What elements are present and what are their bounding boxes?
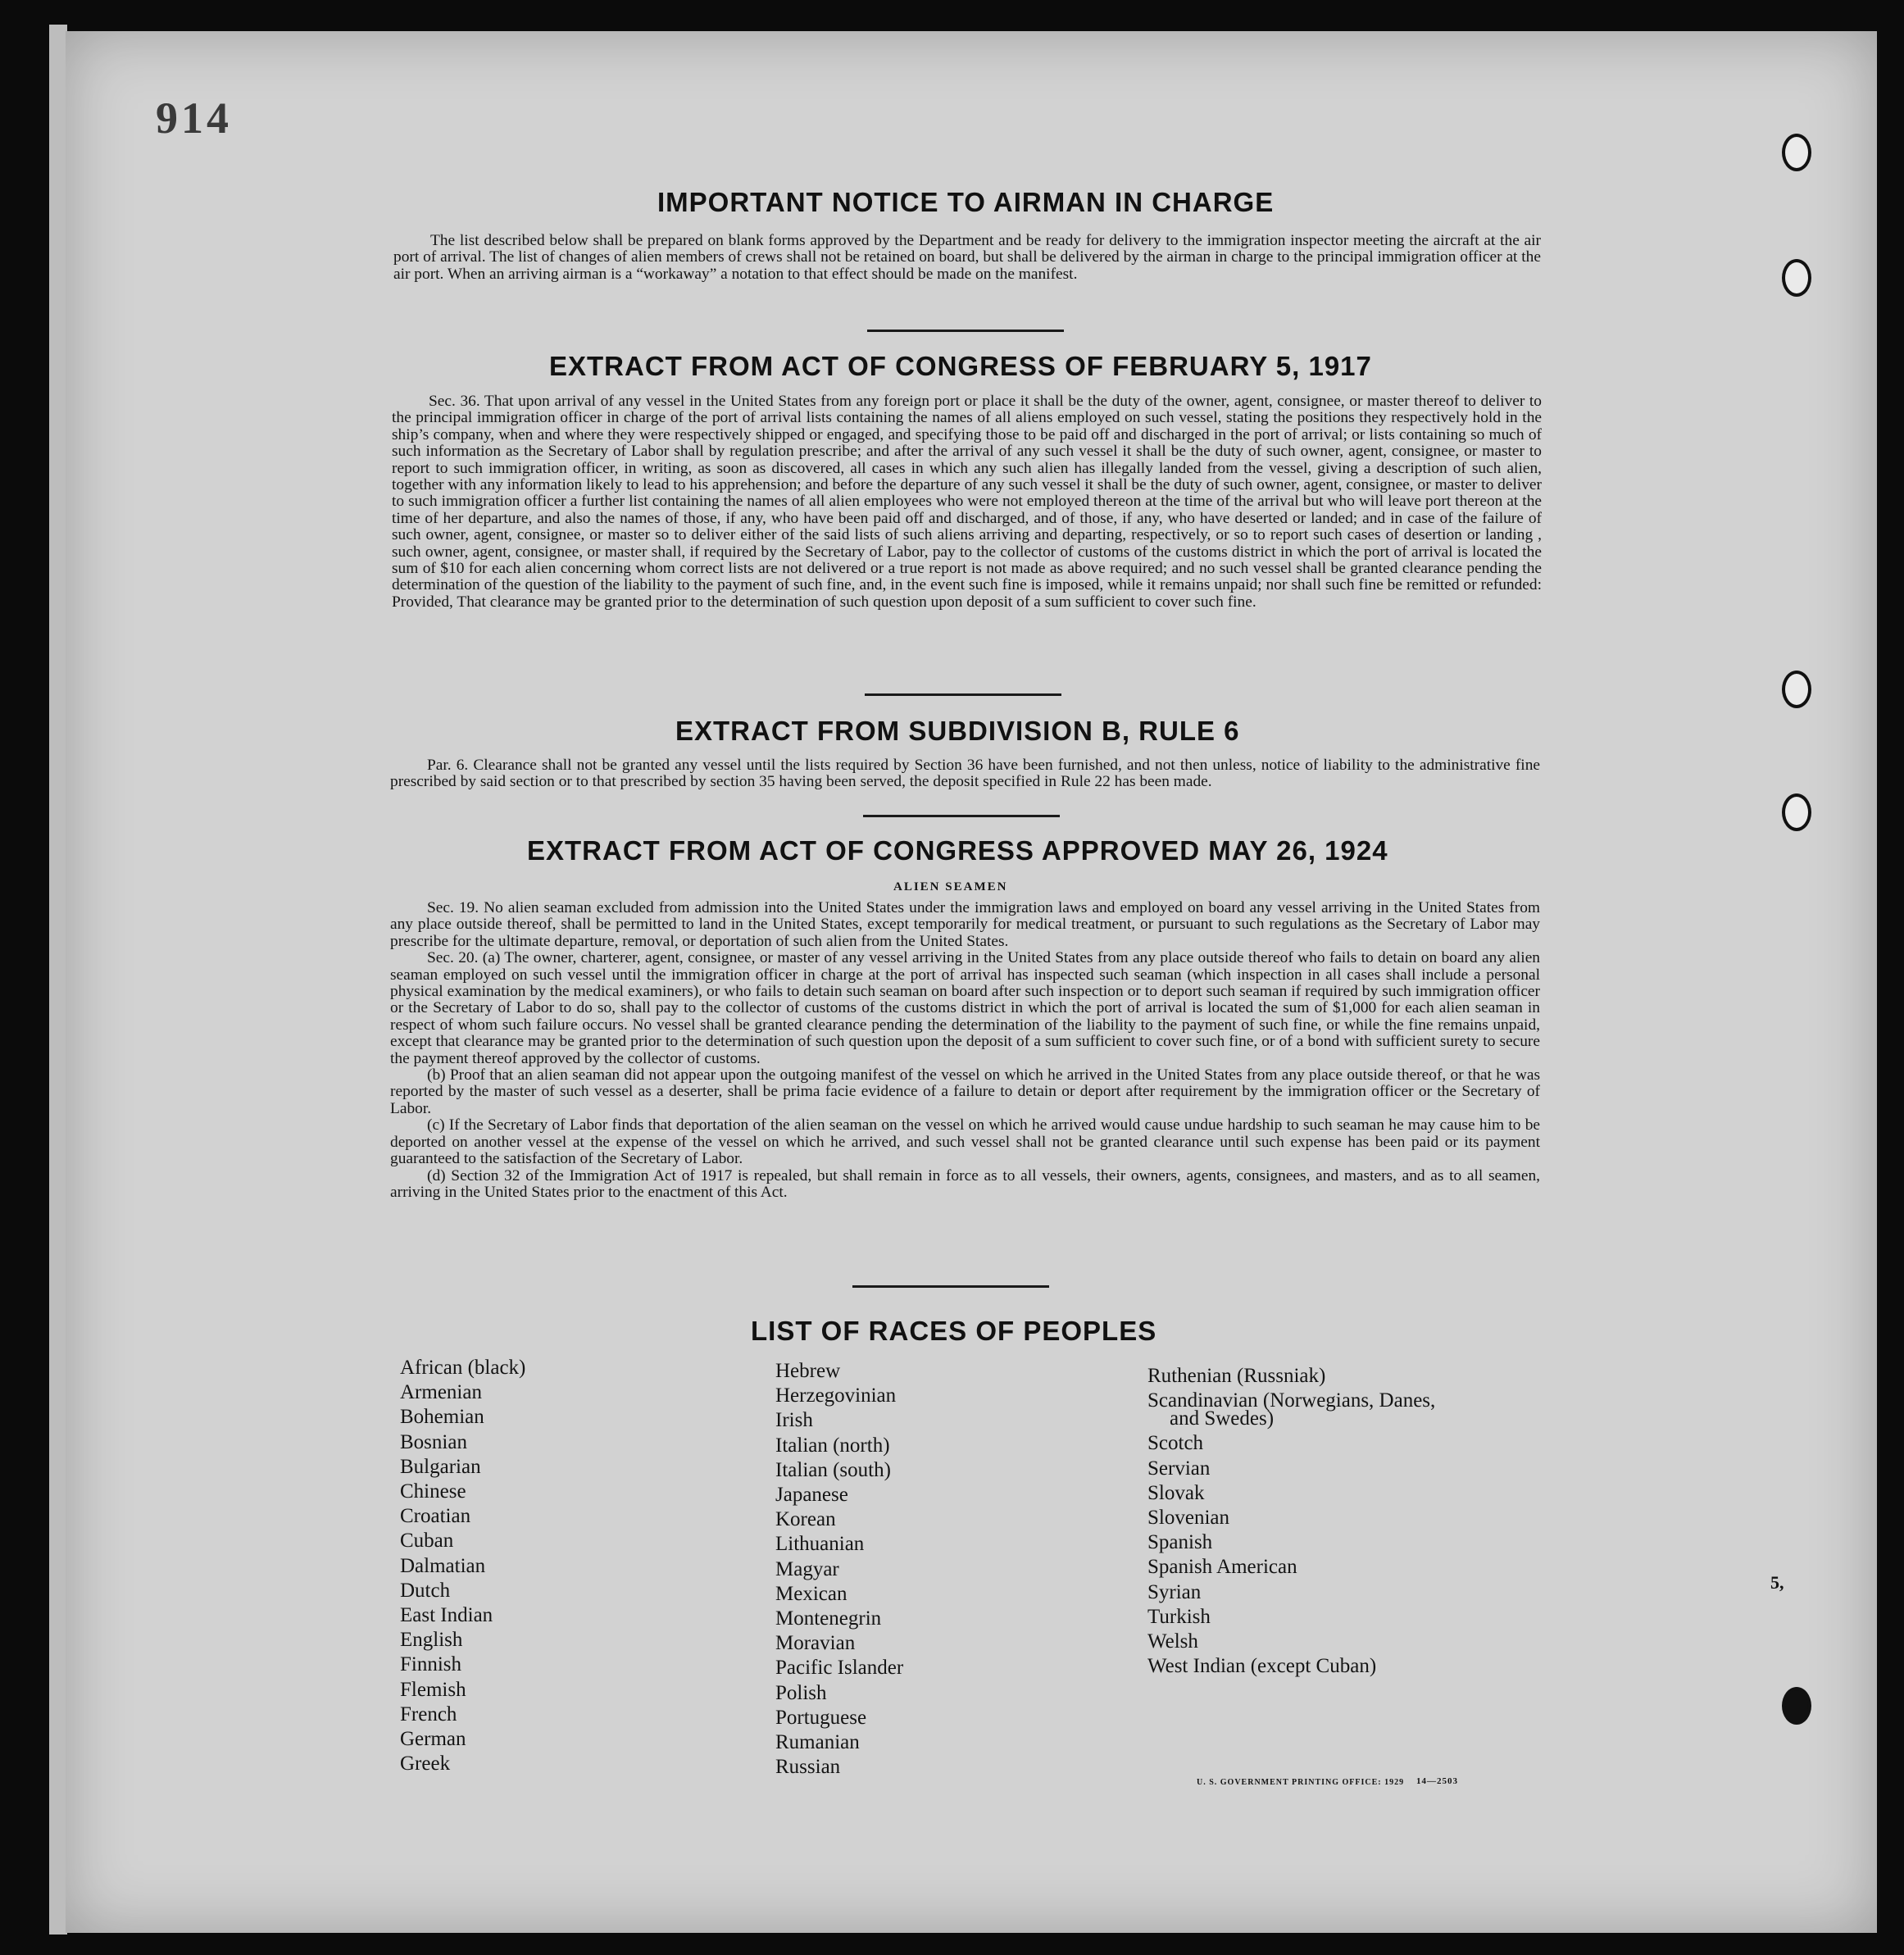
sec-20d-text: (d) Section 32 of the Immigration Act of 1917 is repealed, but shall remain in force as to all vessels, their owners, agents, consignees, and masters, and as to all seamen, arriving in the United States prior to the enactment of this Act. <box>390 1166 1540 1201</box>
race-item: German <box>400 1728 466 1751</box>
race-item: Slovenian <box>1147 1507 1229 1530</box>
binder-hole-icon <box>1782 259 1811 297</box>
race-item: Dalmatian <box>400 1554 486 1577</box>
race-item: Armenian <box>400 1381 482 1404</box>
race-item: Bulgarian <box>400 1455 481 1478</box>
race-item: Greek <box>400 1753 451 1775</box>
act-1917-title: EXTRACT FROM ACT OF CONGRESS OF FEBRUARY 5, 1917 <box>549 351 1372 381</box>
race-item: Ruthenian (Russniak) <box>1147 1365 1326 1387</box>
race-item: Servian <box>1147 1457 1211 1480</box>
divider <box>865 693 1061 696</box>
race-item: African (black) <box>400 1357 526 1379</box>
race-item: East Indian <box>400 1604 493 1627</box>
race-item: Finnish <box>400 1653 462 1676</box>
race-item: Moravian <box>775 1632 856 1655</box>
race-item: Scandinavian (Norwegians, Danes, <box>1147 1389 1436 1412</box>
races-column-3 <box>1147 1364 1435 1679</box>
page-stamp: 914 <box>156 93 232 143</box>
race-item: Turkish <box>1147 1605 1211 1628</box>
binder-hole-icon <box>1782 1687 1811 1725</box>
race-item: Lithuanian <box>775 1533 865 1556</box>
rule6-title: EXTRACT FROM SUBDIVISION B, RULE 6 <box>675 716 1240 746</box>
race-item: Italian (south) <box>775 1458 891 1481</box>
printer-imprint: U. S. GOVERNMENT PRINTING OFFICE: 1929 <box>1197 1778 1405 1787</box>
act-1924-body <box>390 900 1540 1201</box>
sec-20a-text: Sec. 20. (a) The owner, charterer, agent, consignee, or master of any vessel arriving in the United States from any place outside thereof who fails to detain on board any alien seaman employed on such vessel until the immigration officer in charge at the port of arrival has inspected such seaman (which inspection in all cases shall include a personal physical examination by the medical examiners), or who fails to detain such seaman on board after such inspection or to deport such seaman if required by such immigration officer or the Secretary of Labor to do so, shall pay to the collector of customs of the customs district in which the port of arrival is located the sum of $1,000 for each alien seaman in respect of whom such failure occurs. No vessel shall be granted clearance pending the determination of the liability to the payment of such fine, or while the fine remains unpaid, except that clearance may be granted prior to the determination of such question upon the deposit of a sum sufficient to cover such fine, or of a bond with sufficient surety to secure the payment thereof approved by the collector of customs. <box>390 949 1540 1067</box>
race-item: West Indian (except Cuban) <box>1147 1655 1377 1678</box>
sec-20b-text: (b) Proof that an alien seaman did not appear upon the outgoing manifest of the vessel on which he arrived in the United States from any place outside thereof, or that he was reported by the master of such vessel as a deserter, shall be prima facie evidence of a failure to detain or deport after requirement by the immigration officer or the Secretary of Labor. <box>390 1066 1540 1117</box>
race-item: Mexican <box>775 1582 847 1605</box>
race-item: Rumanian <box>775 1731 860 1754</box>
race-item: French <box>400 1703 457 1725</box>
binder-hole-icon <box>1782 134 1811 171</box>
sec-19-text: Sec. 19. No alien seaman excluded from admission into the United States under the immigration laws and employed on board any vessel arriving in the United States from any place outside thereof, shall be permitted to land in the United States, except temporarily for medical treatment, or pursuant to such regulations as the Secretary of Labor may prescribe for the ultimate departure, removal, or deportation of such alien from the United States. <box>390 899 1540 950</box>
race-item: Spanish <box>1147 1531 1213 1554</box>
race-item: Russian <box>775 1756 841 1779</box>
race-item: Hebrew <box>775 1360 841 1382</box>
race-item: Magyar <box>775 1557 839 1580</box>
race-item: Cuban <box>400 1530 454 1553</box>
margin-mark: 5, <box>1770 1572 1784 1593</box>
race-item: Irish <box>775 1409 813 1432</box>
page-edge <box>49 25 67 1935</box>
race-item: Montenegrin <box>775 1607 882 1630</box>
notice-title: IMPORTANT NOTICE TO AIRMAN IN CHARGE <box>657 187 1275 217</box>
race-item: Pacific Islander <box>775 1657 904 1680</box>
races-column-1 <box>400 1356 525 1776</box>
divider <box>863 815 1060 817</box>
race-item: Syrian <box>1147 1580 1202 1603</box>
divider <box>867 330 1064 332</box>
races-column-2 <box>775 1359 903 1780</box>
race-item: Dutch <box>400 1579 451 1602</box>
race-item: Flemish <box>400 1678 466 1701</box>
rule6-text: Par. 6. Clearance shall not be granted any vessel until the lists required by Section 36 have been furnished, and not then unless, notice of liability to the administrative fine prescribed by said section or to that prescribed by section 35 having been served, the deposit specified in Rule 22 has been made. <box>390 757 1540 791</box>
act-1924-subtitle: ALIEN SEAMEN <box>893 880 1008 893</box>
race-item: Korean <box>775 1508 836 1531</box>
race-item: Croatian <box>400 1505 471 1528</box>
race-item: Polish <box>775 1681 827 1704</box>
form-number: 14—2503 <box>1416 1776 1458 1786</box>
race-item: Italian (north) <box>775 1434 890 1457</box>
race-item: Slovak <box>1147 1481 1205 1504</box>
race-item: Spanish American <box>1147 1556 1297 1579</box>
act-1924-title: EXTRACT FROM ACT OF CONGRESS APPROVED MAY 26, 1924 <box>527 835 1388 866</box>
races-title: LIST OF RACES OF PEOPLES <box>751 1316 1157 1346</box>
race-item: English <box>400 1629 463 1652</box>
binder-hole-icon <box>1782 671 1811 708</box>
race-item: Japanese <box>775 1484 848 1507</box>
race-item: Scotch <box>1147 1432 1204 1455</box>
sec-20c-text: (c) If the Secretary of Labor finds that deportation of the alien seaman on the vessel on which he arrived would cause undue hardship to such seaman he may cause him to be deported on another vessel at the expense of the vessel on which he arrived, and such vessel shall not be granted clearance until such expense has been paid or its payment guaranteed to the satisfaction of the Secretary of Labor. <box>390 1116 1540 1168</box>
race-item: Chinese <box>400 1480 466 1503</box>
notice-text: The list described below shall be prepared on blank forms approved by the Department and be ready for delivery to the immigration inspector meeting the aircraft at the air port of arrival. The list of changes of alien members of crews shall not be retained on board, but shall be delivered by the airman in charge to the principal immigration officer at the air port. When an arriving airman is a “workaway” a notation to that effect should be made on the manifest. <box>393 232 1541 283</box>
document-page <box>66 31 1877 1933</box>
race-item: Portuguese <box>775 1706 867 1729</box>
race-item: and Swedes) <box>1170 1407 1275 1430</box>
act-1917-text: Sec. 36. That upon arrival of any vessel in the United States from any foreign port or place it shall be the duty of the owner, agent, consignee, or master thereof to deliver to the principal immigration officer in charge of the port of arrival lists containing the names of all aliens employed on such vessel, stating the positions they respectively hold in the ship’s company, when and where they were respectively shipped or engaged, and specifying those to be paid off and discharged in the port of arrival; or lists containing so much of such information as the Secretary of Labor shall by regulation prescribe; and after the arrival of any such vessel it shall be the duty of such owner, agent, consignee, or master to report to such immigration officer, in writing, as soon as discovered, all cases in which any such alien has illegally landed from the vessel, giving a description of such alien, together with any information likely to lead to his apprehension; and before the departure of any such vessel it shall be the duty of such owner, agent, consignee, or master to deliver to such immigration officer a further list containing the names of all alien employees who were not employed thereon at the time of the arrival but who will leave port thereon at the time of her departure, and also the names of those, if any, who have been paid off and discharged, and of those, if any, who have deserted or landed; and in case of the failure of such owner, agent, consignee, or master so to deliver either of the said lists of such aliens arriving and departing, respectively, or so to report such cases of desertion or landing , such owner, agent, consignee, or master shall, if required by the Secretary of Labor, pay to the collector of customs of the customs district in which the port of arrival is located the sum of $10 for each alien concerning whom correct lists are not delivered or a true report is not made as above required; and no such vessel shall be granted clearance pending the determination of the question of the liability to the payment of such fine, and, in the event such fine is imposed, while it remains unpaid; nor shall such fine be remitted or refunded: Provided, That clearance may be granted prior to the determination of such question upon deposit of a sum sufficient to cover such fine. <box>392 393 1542 611</box>
race-item: Herzegovinian <box>775 1384 897 1407</box>
divider <box>852 1285 1049 1288</box>
binder-hole-icon <box>1782 793 1811 831</box>
race-item: Bosnian <box>400 1430 467 1453</box>
race-item: Bohemian <box>400 1406 484 1429</box>
race-item: Welsh <box>1147 1630 1198 1653</box>
document-content <box>66 31 1877 1933</box>
